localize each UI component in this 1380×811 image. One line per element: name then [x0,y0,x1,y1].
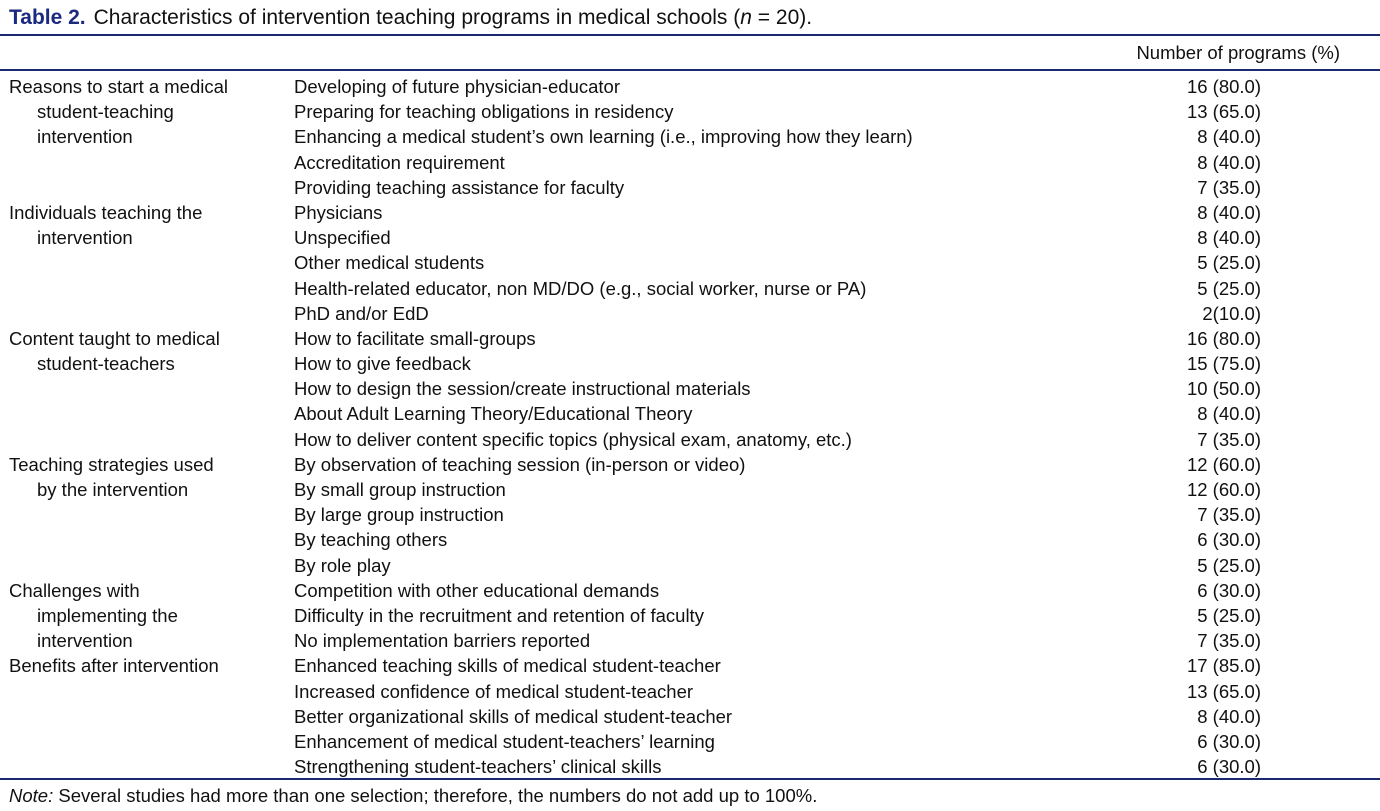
item-label: Enhancement of medical student-teachers’ learning [294,730,715,752]
item-value: 8 (40.0) [1197,126,1261,148]
item-value: 7 (35.0) [1197,428,1261,450]
table-row [0,502,1380,527]
item-value: 10 (50.0) [1186,378,1261,400]
caption-text-end: = 20). [751,6,813,29]
table-row [0,276,1380,301]
table-row [0,326,1380,351]
item-value: 5 (25.0) [1197,604,1261,626]
category-label: student-teachers [37,353,175,375]
category-label: Individuals teaching the [9,201,203,223]
item-value: 13 (65.0) [1186,101,1261,123]
item-value: 8 (40.0) [1197,201,1261,223]
table-row [0,150,1380,175]
table-row [0,99,1380,124]
table-number: Table 2. [9,6,86,29]
item-value: 16 (80.0) [1186,327,1261,349]
table-row [0,628,1380,653]
item-value: 6 (30.0) [1197,529,1261,551]
item-value: 2(10.0) [1202,302,1261,324]
item-value: 8 (40.0) [1197,227,1261,249]
table-row [0,704,1380,729]
caption-text: Characteristics of intervention teaching programs in medical schools ( [93,6,741,29]
table-row [0,200,1380,225]
category-label: Teaching strategies used [9,453,214,475]
item-label: By teaching others [294,529,448,551]
item-label: Providing teaching assistance for faculty [294,176,625,198]
item-value: 8 (40.0) [1197,151,1261,173]
item-value: 6 (30.0) [1197,756,1261,778]
column-header: Number of programs (%) [1136,42,1340,63]
table-row [0,578,1380,603]
table-row [0,427,1380,452]
table-body [0,74,1380,779]
table-row [0,301,1380,326]
table-row [0,452,1380,477]
category-label: Content taught to medical [9,327,220,349]
item-label: Increased confidence of medical student-teacher [294,680,694,702]
table-row [0,603,1380,628]
item-label: How to design the session/create instructional materials [294,378,751,400]
item-value: 7 (35.0) [1197,630,1261,652]
table-row [0,124,1380,149]
item-label: Enhanced teaching skills of medical student-teacher [294,655,721,677]
item-value: 7 (35.0) [1197,176,1261,198]
item-label: Enhancing a medical student’s own learning (i.e., improving how they learn) [294,126,913,148]
item-label: How to deliver content specific topics (physical exam, anatomy, etc.) [294,428,852,450]
item-value: 12 (60.0) [1186,453,1261,475]
item-label: By observation of teaching session (in-person or video) [294,453,746,475]
table-row [0,729,1380,754]
table-note [9,785,817,807]
category-label: intervention [37,630,133,652]
item-value: 8 (40.0) [1197,403,1261,425]
category-label: Reasons to start a medical [9,76,229,97]
category-label: by the intervention [37,479,189,500]
table-row [0,401,1380,426]
table-row [0,351,1380,376]
item-value: 6 (30.0) [1197,579,1261,601]
table-row [0,250,1380,275]
item-label: PhD and/or EdD [294,302,429,324]
item-label: By small group instruction [294,479,506,500]
table-row [0,225,1380,250]
item-label: Competition with other educational demands [294,579,660,601]
item-value: 5 (25.0) [1197,277,1261,299]
note-text: Several studies had more than one selection; therefore, the numbers do not add up to 100%. [53,785,818,806]
item-value: 13 (65.0) [1186,680,1261,702]
item-label: Physicians [294,201,383,223]
table-row [0,754,1380,779]
category-label: student-teaching [37,101,174,123]
item-label: Unspecified [294,227,391,249]
table-row [0,553,1380,578]
category-label: implementing the [37,604,178,626]
header-rule [0,69,1380,71]
category-label: Challenges with [9,579,140,601]
table-caption [9,6,812,30]
item-label: Developing of future physician-educator [294,76,620,97]
table-row [0,477,1380,502]
item-label: Strengthening student-teachers’ clinical skills [294,756,662,778]
item-label: By role play [294,554,391,576]
note-label: Note: [9,785,54,806]
item-value: 17 (85.0) [1186,655,1261,677]
item-label: By large group instruction [294,504,504,526]
item-label: Accreditation requirement [294,151,505,173]
item-label: How to give feedback [294,353,471,375]
item-value: 12 (60.0) [1186,479,1261,500]
caption-n: n [740,6,752,29]
item-value: 6 (30.0) [1197,730,1261,752]
table-row [0,679,1380,704]
item-value: 5 (25.0) [1197,554,1261,576]
item-label: Health-related educator, non MD/DO (e.g., social worker, nurse or PA) [294,277,867,299]
item-label: Difficulty in the recruitment and retention of faculty [294,604,704,626]
item-value: 8 (40.0) [1197,705,1261,727]
table-row [0,653,1380,678]
category-label: intervention [37,126,133,148]
item-label: Other medical students [294,252,485,274]
category-label: Benefits after intervention [9,655,219,677]
item-label: About Adult Learning Theory/Educational Theory [294,403,693,425]
table-row [0,175,1380,200]
item-value: 16 (80.0) [1186,76,1261,97]
table-row [0,376,1380,401]
top-rule [0,34,1380,36]
item-label: How to facilitate small-groups [294,327,536,349]
item-label: Better organizational skills of medical student-teacher [294,705,733,727]
category-label: intervention [37,227,133,249]
item-label: No implementation barriers reported [294,630,591,652]
bottom-rule [0,778,1380,780]
table-row [0,527,1380,552]
table-row [0,74,1380,99]
item-value: 15 (75.0) [1186,353,1261,375]
item-value: 5 (25.0) [1197,252,1261,274]
item-label: Preparing for teaching obligations in residency [294,101,674,123]
item-value: 7 (35.0) [1197,504,1261,526]
